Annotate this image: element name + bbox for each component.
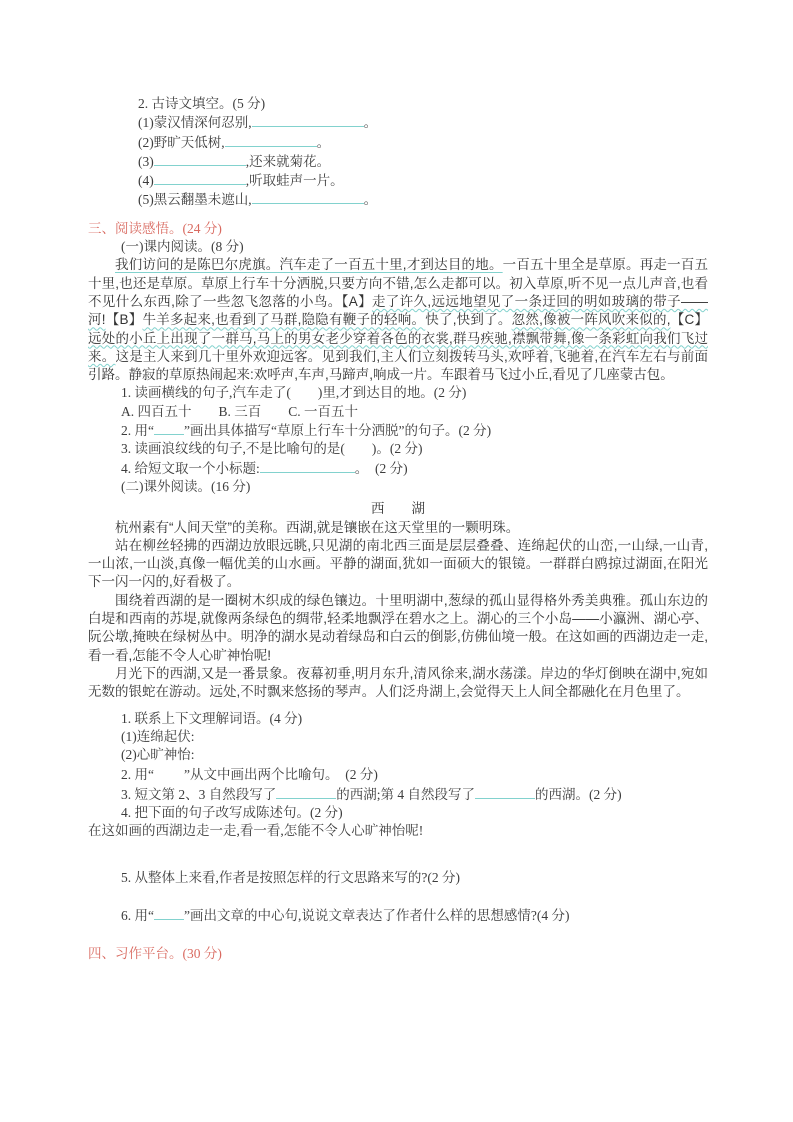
text-run: 4. 给短文取一个小标题:: [121, 460, 260, 476]
text-run: (5)黑云翻墨未遮山,: [138, 192, 252, 208]
text-run: 月光下的西湖,又是一番景象。夜幕初垂,明月东升,清风徐来,湖水荡漾。岸边的华灯倒映在湖中,宛如无数的银蛇在游动。远处,不时飘来悠扬的琴声。人们泛舟湖上,会觉得天上人间全都融化在月色里了。: [88, 665, 708, 700]
text-run: 【C】: [670, 312, 708, 328]
text-run: (二)课外阅读。(16 分): [121, 478, 251, 494]
text-run: ”画出文章的中心句,说说文章表达了作者什么样的思想感情?(4 分): [184, 907, 570, 923]
section-4-writing-heading: [88, 945, 708, 963]
blank-fill-line: [225, 133, 317, 147]
blank-fill-line: [154, 421, 184, 435]
text-run: 围绕着西湖的是一圈树木织成的绿色镶边。十里明湖中,葱绿的孤山显得格外秀美典雅。孤山东边的白堤和西南的苏堤,就像两条绿色的绸带,轻柔地飘浮在碧水之上。湖心的三个小岛——小瀛洲、湖心亭、阮公墩,掩映在绿树丛中。明净的湖水晃动着绿岛和白云的倒影,仿佛仙境一般。在这如画的西湖边走一走,看一看,怎能不令人心旷神怡呢!: [88, 592, 708, 663]
text-run: 2. 用“: [121, 767, 154, 783]
text-run: ”从文中画出两个比喻句。 (2 分): [184, 767, 378, 783]
text-run: 。: [363, 115, 378, 131]
poetry-fill-item-1: [88, 113, 708, 132]
text-run: (2)野旷天低树,: [138, 134, 225, 150]
wavy-underlined-sentence: 忽然,像被一阵风吹来似的,: [511, 312, 671, 328]
west-lake-paragraph-1: [88, 519, 708, 537]
text-run: 3. 读画浪纹线的句子,不是比喻句的是( )。(2 分): [121, 441, 423, 457]
text-run: 站在柳丝轻拂的西湖边放眼远眺,只见湖的南北西三面是层层叠叠、连绵起伏的山峦,一山绿,一山青,一山浓,一山淡,真像一幅优美的山水画。平静的湖面,犹如一面硕大的银镜。一群群白鸥掠过湖面,在阳光下一闪一闪的,好看极了。: [88, 537, 708, 590]
text-run: ,听取蛙声一片。: [245, 173, 344, 189]
in-class-reading-heading: [88, 238, 708, 256]
grassland-passage: [88, 256, 708, 384]
text-run: 。 (2 分): [354, 460, 408, 476]
text-run: 6. 用“: [121, 907, 154, 923]
extra-q4: [88, 804, 708, 822]
wavy-underlined-sentence: 牛羊多起来,也看到了马群,隐隐有鞭子的轻响。: [142, 312, 426, 328]
text-run: 2. 用“: [121, 423, 154, 439]
extra-q1-word-1: [88, 728, 708, 746]
in-class-q3: [88, 440, 708, 458]
extra-q2: [88, 764, 708, 784]
poetry-section-heading: [88, 95, 708, 113]
text-run: 快了,快到了。: [425, 312, 512, 328]
poetry-fill-item-3: [88, 152, 708, 171]
extra-q5: [88, 869, 708, 887]
in-class-q2: [88, 421, 708, 440]
text-run: 1. 读画横线的句子,汽车走了( )里,才到达目的地。(2 分): [121, 385, 467, 401]
text-run: 一百五十里全是草原。再走一百五十里,也还是草原。草原上行车十分洒脱,只要方向不错,怎么走都可以。初入草原,听不见一点儿声音,也看不见什么东西,除了一些忽飞忽落的小鸟。: [88, 257, 709, 309]
text-run: ,还来就菊花。: [245, 153, 331, 169]
in-class-q1-options: [88, 403, 708, 421]
extra-q1-word-2: [88, 746, 708, 764]
extra-q4-sentence: [88, 822, 708, 840]
text-run: 。: [316, 134, 331, 150]
west-lake-paragraph-2: [88, 537, 708, 592]
text-run: 4. 把下面的句子改写成陈述句。(2 分): [121, 804, 343, 820]
text-run: 三、阅读感悟。(24 分): [88, 220, 222, 236]
text-run: (1)蒙汉情深何忍别,: [138, 115, 252, 131]
text-run: 5. 从整体上来看,作者是按照怎样的行文思路来写的?(2 分): [121, 869, 460, 885]
west-lake-paragraph-4: [88, 665, 708, 702]
blank-fill-line: [252, 113, 364, 127]
in-class-q1: [88, 384, 708, 402]
text-run: 【B】: [105, 312, 143, 328]
text-run: 的西湖。(2 分): [535, 786, 622, 802]
text-run: 在这如画的西湖边走一走,看一看,怎能不令人心旷神怡呢!: [88, 823, 424, 839]
text-run: 。: [363, 192, 378, 208]
blank-fill-line: [154, 906, 184, 920]
in-class-q4: [88, 459, 708, 478]
section-3-reading-heading: [88, 220, 708, 238]
essay-title-west-lake: [88, 500, 708, 518]
text-run: 的西湖;第 4 自然段写了: [336, 786, 476, 802]
text-run: 2. 古诗文填空。(5 分): [138, 96, 266, 111]
extra-reading-heading: [88, 478, 708, 496]
wavy-underlined-sentence: 远处的小丘上出现了一群马,马上的男女老少穿着各色的衣裳,群马疾驰,襟飘带舞,像一条彩虹向我们飞过来。: [88, 330, 708, 364]
west-lake-paragraph-3: [88, 592, 708, 665]
text-run: A. 四百五十 B. 三百 C. 一百五十: [121, 403, 359, 419]
text-run: 【A】: [341, 293, 372, 309]
text-run: ”画出具体描写“草原上行车十分洒脱”的句子。(2 分): [184, 423, 492, 439]
text-run: 3. 短文第 2、3 自然段写了: [121, 786, 277, 802]
blank-fill-line: [252, 190, 364, 204]
wavy-blank-line: [154, 764, 184, 779]
text-run: 四、习作平台。(30 分): [88, 946, 222, 962]
text-run: 1. 联系上下文理解词语。(4 分): [121, 710, 303, 726]
text-run: (4): [138, 173, 154, 189]
underlined-sentence: 我们访问的是陈巴尔虎旗。汽车走了一百五十里,才到达目的地。: [115, 257, 503, 273]
text-run: 杭州素有“人间天堂”的美称。西湖,就是镶嵌在这天堂里的一颗明珠。: [115, 519, 520, 535]
blank-fill-line: [276, 785, 336, 799]
wavy-underlined-sentence: 走了许久,远远地望见了一条迂回的明如玻璃的带子——河!: [88, 293, 708, 328]
poetry-fill-item-5: [88, 190, 708, 209]
text-run: (2)心旷神怡:: [121, 747, 195, 763]
text-run: (一)课内阅读。(8 分): [121, 239, 244, 255]
extra-q1: [88, 710, 708, 728]
extra-q6: [88, 906, 708, 925]
text-run: 这是主人来到几十里外欢迎远客。见到我们,主人们立刻拨转马头,欢呼着,飞驰着,在汽车左右与前面引路。静寂的草原热闹起来:欢呼声,车声,马蹄声,响成一片。车跟着马飞过小丘,看见了几座蒙古包。: [88, 348, 708, 383]
poetry-fill-item-2: [88, 133, 708, 152]
blank-fill-line: [260, 459, 355, 473]
text-run: (3): [138, 153, 154, 169]
text-run: (1)连绵起伏:: [121, 728, 195, 744]
blank-fill-line: [475, 785, 535, 799]
poetry-fill-item-4: [88, 171, 708, 190]
extra-q3: [88, 785, 708, 804]
blank-fill-line: [154, 152, 246, 166]
text-run: 西 湖: [371, 501, 425, 517]
blank-fill-line: [154, 171, 246, 185]
